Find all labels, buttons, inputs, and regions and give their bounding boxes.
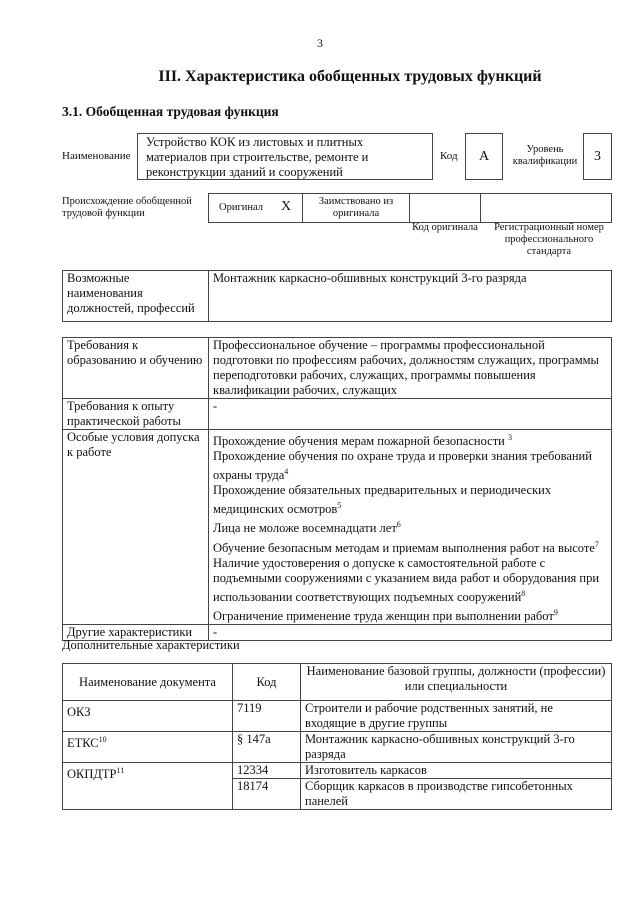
- code-cell: 12334: [233, 763, 301, 779]
- doc-cell: ОКПДТР$^{11}$: [63, 763, 233, 810]
- table-row: [63, 732, 612, 763]
- other-label: Другие характеристики: [63, 625, 209, 641]
- education-label: Требования к образованию и обучению: [63, 338, 209, 399]
- special-conditions-list: [209, 430, 612, 625]
- special-conditions-label: Особые условия допуска к работе: [63, 430, 209, 625]
- code-label: Код: [440, 150, 458, 162]
- condition-item: Ограничение применение труда женщин при выполнении работ$^9$: [213, 607, 558, 624]
- table-row: [63, 701, 612, 732]
- code-cell: § 147а: [233, 732, 301, 763]
- section-heading: 3.1. Обобщенная трудовая функция: [62, 104, 279, 119]
- doc-cell: ОКЗ: [63, 701, 233, 732]
- level-value: 3: [583, 133, 612, 180]
- level-label: Уровень квалификации: [512, 144, 578, 167]
- name-cell: Строители и рабочие родственных занятий, не входящие в другие группы: [301, 701, 612, 732]
- header-name: Наименование базовой группы, должности (профессии) или специальности: [301, 664, 612, 701]
- header-code: Код: [233, 664, 301, 701]
- gtf-name-value: Устройство КОК из листовых и плитных материалов при строительстве, ремонте и реконструкции зданий и сооружений: [137, 133, 433, 180]
- experience-label: Требования к опыту практической работы: [63, 399, 209, 430]
- other-value: -: [209, 625, 612, 641]
- condition-item: Прохождение обучения мерам пожарной безопасности $^3$: [213, 433, 512, 449]
- borrowed-label: Заимствовано из оригинала: [302, 193, 410, 223]
- positions-table: [62, 270, 612, 322]
- name-cell: Изготовитель каркасов: [301, 763, 612, 779]
- code-value: A: [465, 133, 503, 180]
- condition-item: Прохождение обучения по охране труда и проверки знания требований охраны труда$^4$: [213, 449, 592, 483]
- experience-value: -: [209, 399, 612, 430]
- doc-cell: ЕТКС$^{10}$: [63, 732, 233, 763]
- reg-number-label: Регистрационный номер профессионального стандарта: [494, 222, 604, 257]
- code-cell: 18174: [233, 779, 301, 810]
- condition-item: Прохождение обязательных предварительных и периодических медицинских осмотров$^5$: [213, 483, 552, 517]
- origin-label: Происхождение обобщенной трудовой функции: [62, 196, 192, 219]
- name-label: Наименование: [62, 150, 131, 162]
- page-title: III. Характеристика обобщенных трудовых функций: [158, 68, 542, 85]
- name-cell: Монтажник каркасно-обшивных конструкций 3-го разряда: [301, 732, 612, 763]
- orig-code-cell: [409, 193, 481, 223]
- positions-value: Монтажник каркасно-обшивных конструкций 3-го разряда: [209, 271, 612, 322]
- table-row: [63, 763, 612, 779]
- original-label: Оригинал: [219, 202, 263, 213]
- name-cell: Сборщик каркасов в производстве гипсобетонных панелей: [301, 779, 612, 810]
- reg-number-cell: [480, 193, 612, 223]
- education-value: Профессиональное обучение – программы профессиональной подготовки по профессиям рабочих, должностям служащих, программы переподготовки рабочих, служащих, программы повышения квалификации рабочих, служащих: [209, 338, 612, 399]
- original-cell: [208, 193, 303, 223]
- code-cell: 7119: [233, 701, 301, 732]
- requirements-table: [62, 337, 612, 641]
- condition-item: Обучение безопасным методам и приемам выполнения работ на высоте$^7$: [213, 539, 599, 555]
- header-document: Наименование документа: [63, 664, 233, 701]
- extra-table: [62, 663, 612, 810]
- original-mark: X: [281, 199, 292, 214]
- condition-item: Наличие удостоверения о допуске к самостоятельной работе с подъемными сооружениями с указанием вида работ и оборудования при использовании соответствующих подъемных сооружений$^8$: [213, 555, 600, 604]
- condition-item: Лица не моложе восемнадцати лет$^6$: [213, 520, 401, 536]
- orig-code-label: Код оригинала: [412, 222, 478, 233]
- positions-label: Возможные наименования должностей, профессий: [63, 271, 209, 322]
- extra-heading: Дополнительные характеристики: [62, 638, 240, 652]
- page-number: 3: [317, 36, 323, 50]
